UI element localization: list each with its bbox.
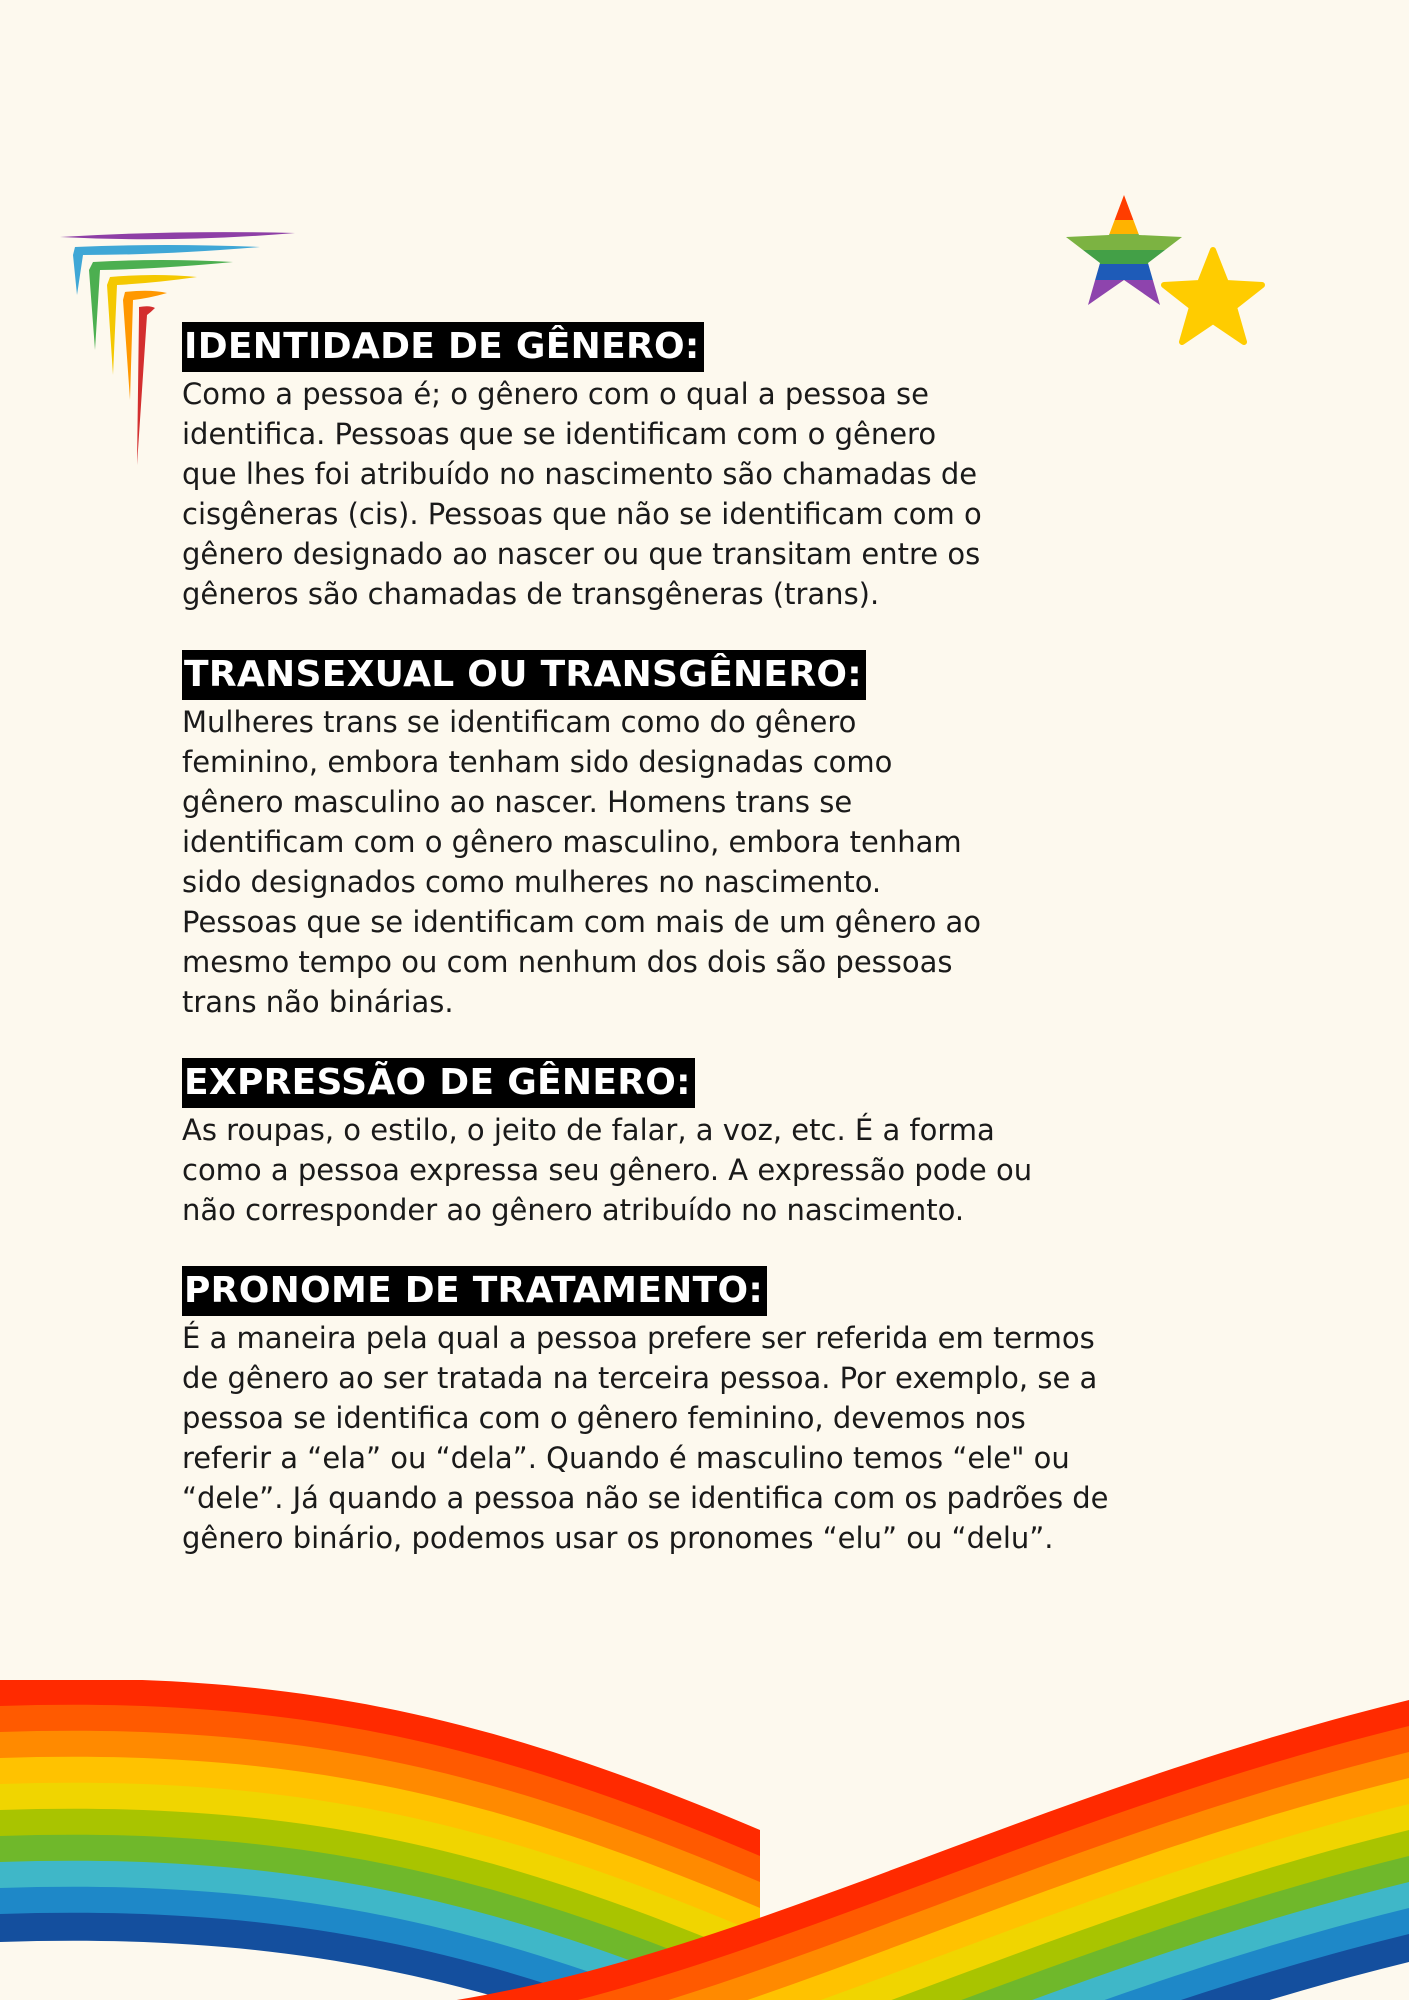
section-identidade-de-genero: [182, 322, 1312, 614]
document-body: [182, 322, 1312, 1594]
section-expressao-de-genero: [182, 1058, 1312, 1230]
section-body: Como a pessoa é; o gênero com o qual a pessoa se identifica. Pessoas que se identificam com o gênero que lhes foi atribuído no nascimento são chamadas de cisgêneras (cis). Pessoas que não se identificam com o gênero designado ao nascer ou que transitam entre os gêneros são chamadas de transgêneras (trans).: [182, 377, 982, 611]
section-body: As roupas, o estilo, o jeito de falar, a voz, etc. É a forma como a pessoa expressa seu gênero. A expressão pode ou não corresponder ao gênero atribuído no nascimento.: [182, 1113, 1033, 1227]
section-heading: IDENTIDADE DE GÊNERO:: [182, 322, 704, 372]
section-heading: EXPRESSÃO DE GÊNERO:: [182, 1058, 695, 1108]
section-pronome-de-tratamento: [182, 1266, 1312, 1558]
section-body: É a maneira pela qual a pessoa prefere ser referida em termos de gênero ao ser tratada na terceira pessoa. Por exemplo, se a pessoa se identifica com o gênero feminino, devemos nos referir a “ela” ou “dela”. Quando é masculino temos “ele" ou “dele”. Já quando a pessoa não se identifica com os padrões de gênero binário, podemos usar os pronomes “elu” ou “delu”.: [182, 1321, 1109, 1555]
section-transexual-ou-transgenero: [182, 650, 1312, 1022]
section-body: Mulheres trans se identificam como do gênero feminino, embora tenham sido designadas como gênero masculino ao nascer. Homens trans se identificam com o gênero masculino, embora tenham sido designados como mulheres no nascimento. Pessoas que se identificam com mais de um gênero ao mesmo tempo ou com nenhum dos dois são pessoas trans não binárias.: [182, 705, 982, 1019]
rainbow-waves-icon: [0, 1680, 1409, 2000]
section-heading: PRONOME DE TRATAMENTO:: [182, 1266, 767, 1316]
section-heading: TRANSEXUAL OU TRANSGÊNERO:: [182, 650, 866, 700]
